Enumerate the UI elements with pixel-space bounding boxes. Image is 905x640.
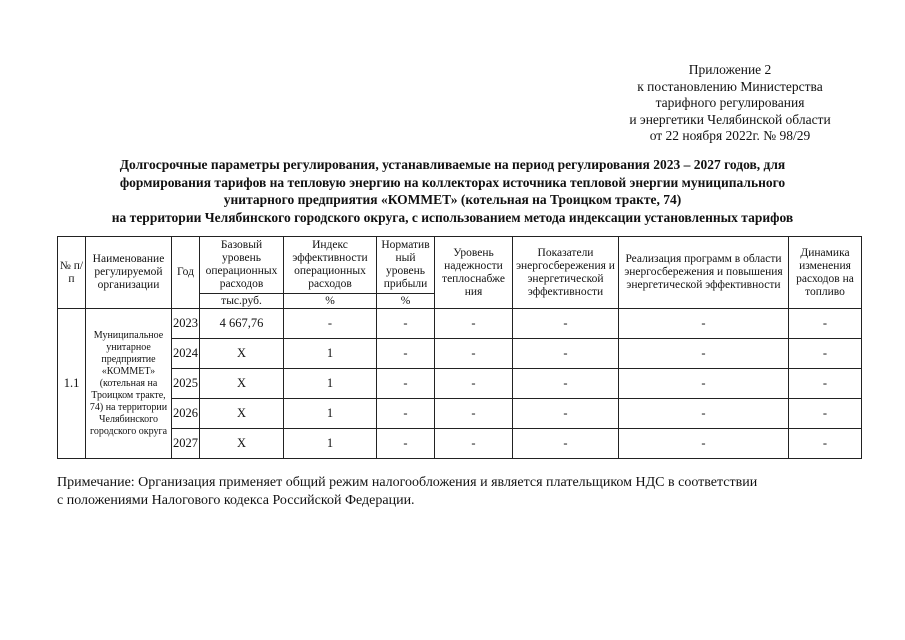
cell-index: 1 — [284, 429, 377, 459]
row-number: 1.1 — [58, 309, 86, 459]
header-energy-indicators: Показатели энергосбережения и энергетической эффективности — [513, 237, 619, 309]
cell-energy-indicators: - — [513, 309, 619, 339]
cell-index: 1 — [284, 399, 377, 429]
header-row — [58, 237, 862, 294]
cell-norm: - — [377, 339, 435, 369]
cell-energy-indicators: - — [513, 369, 619, 399]
cell-index: 1 — [284, 369, 377, 399]
cell-year: 2026 — [172, 399, 200, 429]
unit-index: % — [284, 294, 377, 309]
title-line: унитарного предприятия «КОММЕТ» (котельная на Троицком тракте, 74) — [223, 192, 682, 207]
appendix-line: от 22 ноября 2022г. № 98/29 — [649, 128, 811, 143]
cell-base: X — [200, 339, 284, 369]
cell-programs: - — [619, 369, 789, 399]
cell-programs: - — [619, 309, 789, 339]
appendix-block — [600, 62, 860, 145]
appendix-line: тарифного регулирования — [655, 95, 805, 110]
header-num: № п/п — [58, 237, 86, 309]
header-norm: Норматив ный уровень прибыли — [377, 237, 435, 294]
cell-year: 2023 — [172, 309, 200, 339]
appendix-line: к постановлению Министерства — [637, 78, 823, 94]
cell-base: X — [200, 369, 284, 399]
title-line: формирования тарифов на тепловую энергию на коллекторах источника тепловой энергии муниципального — [119, 174, 786, 190]
cell-base: X — [200, 429, 284, 459]
cell-fuel: - — [789, 369, 862, 399]
unit-base: тыс.руб. — [200, 294, 284, 309]
appendix-line: Приложение 2 — [688, 62, 772, 77]
cell-year: 2024 — [172, 339, 200, 369]
cell-norm: - — [377, 399, 435, 429]
cell-energy-indicators: - — [513, 339, 619, 369]
cell-norm: - — [377, 369, 435, 399]
parameters-table — [57, 236, 862, 459]
title-line: Долгосрочные параметры регулирования, устанавливаемые на период регулирования 2023 – 2027 годов, для — [119, 157, 786, 172]
cell-energy-indicators: - — [513, 399, 619, 429]
cell-programs: - — [619, 429, 789, 459]
header-base: Базовый уровень операционных расходов — [200, 237, 284, 294]
cell-programs: - — [619, 339, 789, 369]
unit-norm: % — [377, 294, 435, 309]
cell-energy-indicators: - — [513, 429, 619, 459]
cell-base: 4 667,76 — [200, 309, 284, 339]
cell-year: 2025 — [172, 369, 200, 399]
footnote-line: с положениями Налогового кодекса Российской Федерации. — [57, 493, 415, 508]
header-reliability: Уровень надежности теплоснабже ния — [435, 237, 513, 309]
title-line: на территории Челябинского городского округа, с использованием метода индексации установленных тарифов — [111, 209, 794, 225]
cell-norm: - — [377, 309, 435, 339]
table-row — [58, 399, 862, 429]
footnote — [57, 474, 857, 510]
appendix-line: и энергетики Челябинской области — [629, 111, 831, 127]
cell-reliability: - — [435, 429, 513, 459]
cell-norm: - — [377, 429, 435, 459]
cell-fuel: - — [789, 339, 862, 369]
cell-reliability: - — [435, 309, 513, 339]
header-index: Индекс эффективности операционных расходов — [284, 237, 377, 294]
organization-name: Муниципальное унитарное предприятие «КОММЕТ» (котельная на Троицком тракте, 74) на территории Челябинского городского округа — [86, 309, 172, 459]
cell-fuel: - — [789, 399, 862, 429]
cell-index: - — [284, 309, 377, 339]
table-row — [58, 309, 862, 339]
header-org: Наименование регулируемой организации — [86, 237, 172, 309]
cell-programs: - — [619, 399, 789, 429]
cell-base: X — [200, 399, 284, 429]
header-programs: Реализация программ в области энергосбережения и повышения энергетической эффективности — [619, 237, 789, 309]
table-row — [58, 369, 862, 399]
table-row — [58, 429, 862, 459]
header-fuel: Динамика изменения расходов на топливо — [789, 237, 862, 309]
cell-reliability: - — [435, 369, 513, 399]
table-row — [58, 339, 862, 369]
cell-index: 1 — [284, 339, 377, 369]
cell-reliability: - — [435, 339, 513, 369]
document-title — [40, 156, 865, 226]
cell-year: 2027 — [172, 429, 200, 459]
footnote-line: Примечание: Организация применяет общий режим налогообложения и является плательщиком НДС в соответствии — [57, 475, 758, 490]
cell-reliability: - — [435, 399, 513, 429]
cell-fuel: - — [789, 309, 862, 339]
cell-fuel: - — [789, 429, 862, 459]
header-year: Год — [172, 237, 200, 309]
